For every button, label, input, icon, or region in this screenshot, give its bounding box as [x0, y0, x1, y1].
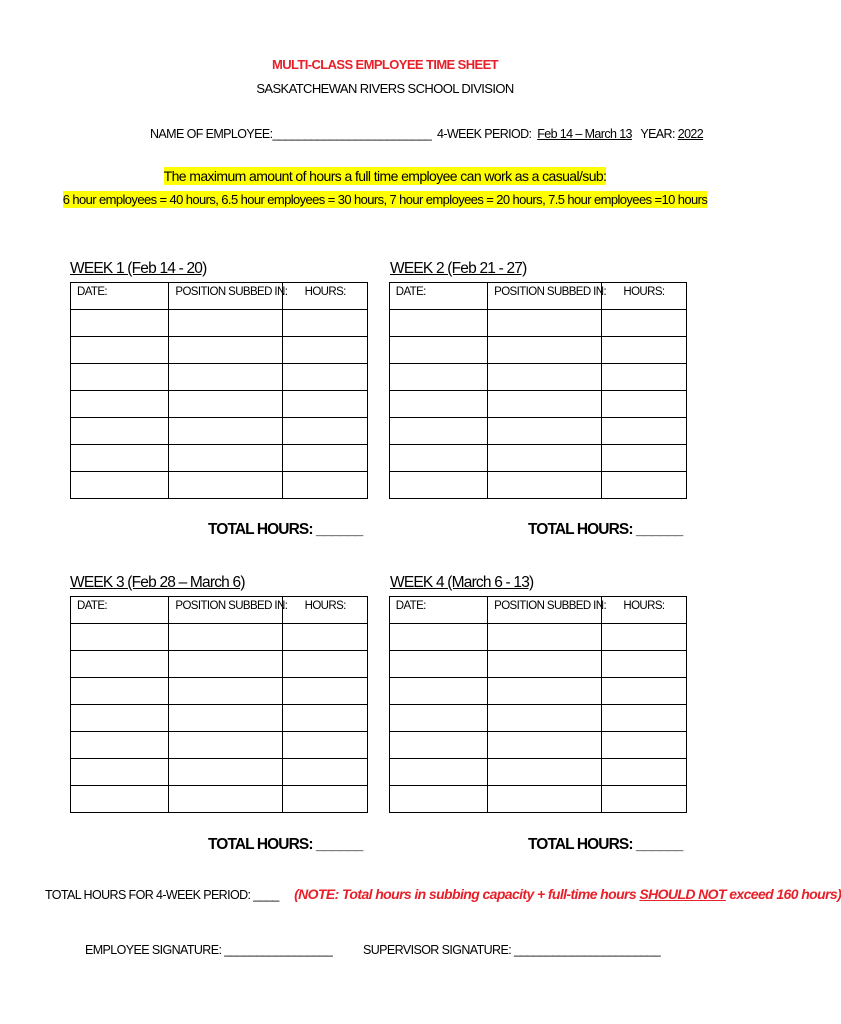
year-value: 2022: [677, 127, 704, 141]
table-row: [71, 732, 687, 759]
notice-line-1: [0, 168, 770, 184]
position-cell[interactable]: [488, 759, 602, 786]
hours-cell[interactable]: [283, 705, 368, 732]
position-cell[interactable]: [488, 391, 602, 418]
table-row: [71, 391, 687, 418]
position-header: POSITION SUBBED IN:: [169, 597, 283, 624]
date-cell[interactable]: [389, 624, 487, 651]
hours-cell[interactable]: [283, 624, 368, 651]
position-cell[interactable]: [169, 445, 283, 472]
hours-cell[interactable]: [283, 472, 368, 499]
date-cell[interactable]: [71, 786, 169, 813]
position-cell[interactable]: [488, 418, 602, 445]
position-cell[interactable]: [488, 337, 602, 364]
note-emphasis: SHOULD NOT: [639, 886, 726, 902]
date-cell[interactable]: [389, 391, 487, 418]
hours-cell[interactable]: [283, 678, 368, 705]
note-start: (NOTE: Total hours in subbing capacity + full-time hours: [294, 886, 640, 902]
week-4-total: TOTAL HOURS: ______: [528, 836, 683, 853]
hours-cell[interactable]: [601, 732, 686, 759]
hours-header: HOURS:: [601, 597, 686, 624]
date-header: DATE:: [389, 283, 487, 310]
date-cell[interactable]: [71, 678, 169, 705]
weeks-3-4-table: [70, 596, 687, 813]
hours-cell[interactable]: [601, 705, 686, 732]
week-1-title: WEEK 1 (Feb 14 - 20): [70, 260, 207, 277]
hours-cell[interactable]: [283, 651, 368, 678]
hours-cell[interactable]: [283, 445, 368, 472]
date-cell[interactable]: [389, 786, 487, 813]
position-cell[interactable]: [488, 310, 602, 337]
hours-cell[interactable]: [601, 678, 686, 705]
position-header: POSITION SUBBED IN:: [169, 283, 283, 310]
date-cell[interactable]: [389, 310, 487, 337]
year-label: YEAR:: [640, 127, 675, 141]
date-cell[interactable]: [71, 445, 169, 472]
position-cell[interactable]: [169, 732, 283, 759]
position-cell[interactable]: [169, 786, 283, 813]
week-3-total: TOTAL HOURS: ______: [208, 836, 363, 853]
employee-name-field[interactable]: _________________________: [272, 127, 432, 141]
position-cell[interactable]: [169, 418, 283, 445]
hours-cell[interactable]: [601, 337, 686, 364]
table-header-row: [71, 283, 687, 310]
note-end: exceed 160 hours): [725, 886, 841, 902]
table-row: [71, 786, 687, 813]
date-header: DATE:: [389, 597, 487, 624]
hours-cell[interactable]: [601, 418, 686, 445]
date-cell[interactable]: [389, 678, 487, 705]
date-cell[interactable]: [71, 472, 169, 499]
hours-cell[interactable]: [601, 391, 686, 418]
position-cell[interactable]: [488, 651, 602, 678]
date-cell[interactable]: [389, 337, 487, 364]
position-cell[interactable]: [488, 732, 602, 759]
hours-cell[interactable]: [283, 732, 368, 759]
notice-text-2: 6 hour employees = 40 hours, 6.5 hour employees = 30 hours, 7 hour employees = 20 hours, 7.5 hour employees =10 hours: [62, 192, 708, 207]
form-title: MULTI-CLASS EMPLOYEE TIME SHEET: [271, 57, 498, 72]
position-cell[interactable]: [488, 624, 602, 651]
position-cell[interactable]: [169, 310, 283, 337]
table-header-row: [71, 597, 687, 624]
table-row: [71, 445, 687, 472]
hours-cell[interactable]: [601, 786, 686, 813]
position-cell[interactable]: [169, 391, 283, 418]
table-row: [71, 678, 687, 705]
position-cell[interactable]: [169, 337, 283, 364]
date-cell[interactable]: [71, 651, 169, 678]
position-cell[interactable]: [488, 472, 602, 499]
table-row: [71, 705, 687, 732]
notice-text-1: The maximum amount of hours a full time employee can work as a casual/sub:: [163, 168, 607, 184]
employee-name-label: NAME OF EMPLOYEE:: [150, 127, 273, 141]
employee-signature[interactable]: EMPLOYEE SIGNATURE: _________________: [85, 943, 333, 957]
week-1-total: TOTAL HOURS: ______: [208, 521, 363, 538]
table-row: [71, 418, 687, 445]
hours-cell[interactable]: [283, 364, 368, 391]
table-row: [71, 337, 687, 364]
date-cell[interactable]: [71, 364, 169, 391]
date-cell[interactable]: [71, 391, 169, 418]
organization-name: SASKATCHEWAN RIVERS SCHOOL DIVISION: [256, 81, 514, 96]
table-row: [71, 310, 687, 337]
date-cell[interactable]: [71, 759, 169, 786]
hours-cell[interactable]: [283, 786, 368, 813]
date-header: DATE:: [71, 283, 169, 310]
date-cell[interactable]: [389, 705, 487, 732]
hours-cell[interactable]: [601, 624, 686, 651]
period-value: Feb 14 – March 13: [537, 127, 632, 141]
date-cell[interactable]: [389, 418, 487, 445]
table-row: [71, 651, 687, 678]
hours-cell[interactable]: [283, 759, 368, 786]
period-label: 4-WEEK PERIOD:: [437, 127, 532, 141]
hours-cell[interactable]: [601, 445, 686, 472]
weeks-1-2-table: [70, 282, 687, 499]
week-4-title: WEEK 4 (March 6 - 13): [390, 574, 534, 591]
hours-cell[interactable]: [601, 310, 686, 337]
date-cell[interactable]: [389, 759, 487, 786]
date-cell[interactable]: [71, 310, 169, 337]
date-cell[interactable]: [71, 705, 169, 732]
position-cell[interactable]: [488, 786, 602, 813]
table-row: [71, 759, 687, 786]
position-cell[interactable]: [488, 364, 602, 391]
employee-info-line: [150, 127, 703, 141]
position-cell[interactable]: [169, 624, 283, 651]
hours-cell[interactable]: [601, 651, 686, 678]
date-cell[interactable]: [389, 651, 487, 678]
position-cell[interactable]: [169, 364, 283, 391]
week-2-title: WEEK 2 (Feb 21 - 27): [390, 260, 527, 277]
position-header: POSITION SUBBED IN:: [488, 283, 602, 310]
date-cell[interactable]: [389, 364, 487, 391]
table-row: [71, 472, 687, 499]
position-cell[interactable]: [488, 445, 602, 472]
week-3-title: WEEK 3 (Feb 28 – March 6): [70, 574, 245, 591]
supervisor-signature[interactable]: SUPERVISOR SIGNATURE: _______________________: [363, 943, 661, 957]
table-row: [71, 364, 687, 391]
position-cell[interactable]: [488, 678, 602, 705]
hours-header: HOURS:: [601, 283, 686, 310]
date-cell[interactable]: [71, 732, 169, 759]
hours-cell[interactable]: [283, 418, 368, 445]
date-cell[interactable]: [389, 445, 487, 472]
hours-header: HOURS:: [283, 597, 368, 624]
position-cell[interactable]: [169, 472, 283, 499]
date-cell[interactable]: [71, 418, 169, 445]
hours-cell[interactable]: [601, 759, 686, 786]
position-cell[interactable]: [169, 678, 283, 705]
notice-line-2: [0, 192, 770, 207]
position-header: POSITION SUBBED IN:: [488, 597, 602, 624]
period-total-label: TOTAL HOURS FOR 4-WEEK PERIOD: ____: [45, 888, 279, 902]
date-cell[interactable]: [389, 472, 487, 499]
table-row: [71, 624, 687, 651]
hours-cell[interactable]: [283, 310, 368, 337]
hours-cell[interactable]: [283, 391, 368, 418]
position-cell[interactable]: [169, 759, 283, 786]
hours-cell[interactable]: [283, 337, 368, 364]
hours-cell[interactable]: [601, 364, 686, 391]
position-cell[interactable]: [169, 651, 283, 678]
date-cell[interactable]: [71, 337, 169, 364]
week-2-total: TOTAL HOURS: ______: [528, 521, 683, 538]
date-cell[interactable]: [389, 732, 487, 759]
position-cell[interactable]: [488, 705, 602, 732]
hours-cell[interactable]: [601, 472, 686, 499]
date-header: DATE:: [71, 597, 169, 624]
date-cell[interactable]: [71, 624, 169, 651]
period-total-line: [45, 886, 841, 904]
position-cell[interactable]: [169, 705, 283, 732]
hours-header: HOURS:: [283, 283, 368, 310]
hours-note: [294, 886, 841, 902]
